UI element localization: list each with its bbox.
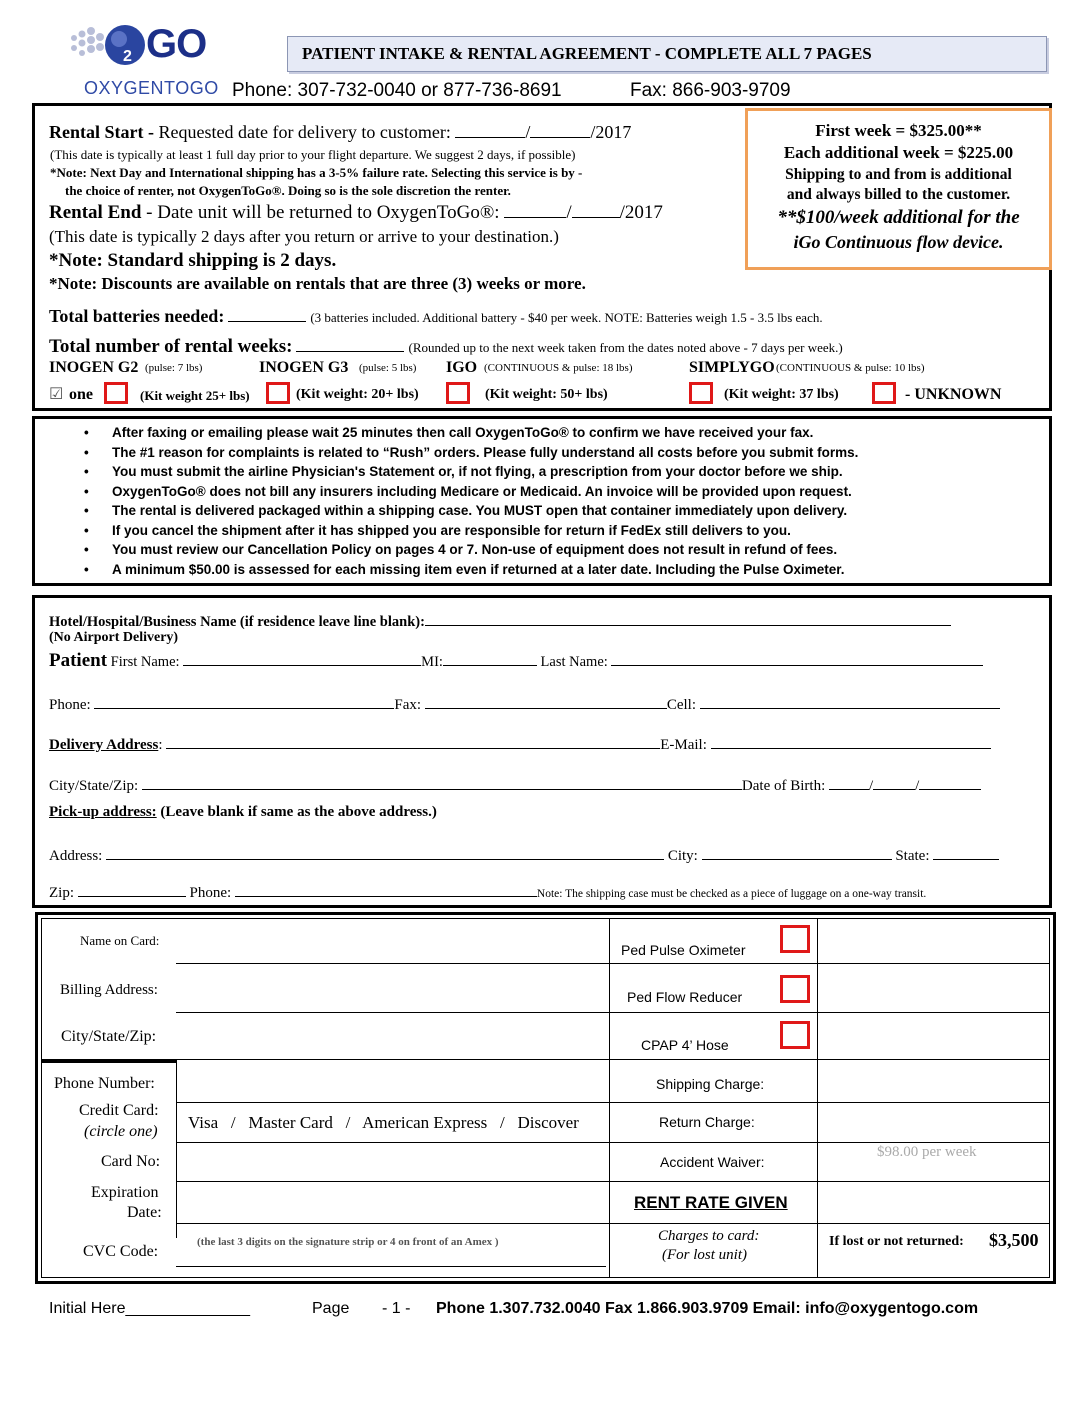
simplygo-checkbox[interactable] <box>689 382 713 404</box>
company-logo <box>64 20 234 100</box>
inogen-g3-checkbox[interactable] <box>266 382 290 404</box>
unknown-checkbox[interactable] <box>872 382 896 404</box>
pickup-address-field[interactable] <box>106 845 664 860</box>
rental-start-note3: the choice of renter, not OxygenToGo®. Doing so is the sole discretion the renter. <box>65 183 511 198</box>
city-state-zip-field[interactable] <box>142 775 742 790</box>
charges-to-card-label: Charges to card: <box>658 1228 760 1244</box>
dob-day-field[interactable] <box>873 775 915 790</box>
weeks-field[interactable] <box>296 337 404 352</box>
email-field[interactable] <box>711 734 991 749</box>
page-title: PATIENT INTAKE & RENTAL AGREEMENT - COMPLETE ALL 7 PAGES <box>287 36 1047 72</box>
phone-number-label: Phone Number: <box>54 1075 155 1092</box>
rental-end-note: (This date is typically 2 days after you return or arrive to your destination.) <box>49 227 559 246</box>
billing-city-label: City/State/Zip: <box>61 1028 157 1045</box>
cvc-field[interactable] <box>178 1248 606 1265</box>
shipping-charge-field[interactable] <box>820 1062 1048 1100</box>
cvc-label: CVC Code: <box>83 1243 159 1260</box>
accident-waiver-label: Accident Waiver: <box>660 1154 765 1170</box>
notices-list <box>40 423 858 579</box>
fax-field[interactable] <box>425 694 667 709</box>
return-charge-label: Return Charge: <box>659 1114 755 1130</box>
end-day-field[interactable] <box>572 203 620 218</box>
pricing-box: First week = $325.00** Each additional week = $225.00 Shipping to and from is additional and always billed to the customer. **$100/week additional for the iGo Continuous flow device. <box>745 108 1052 270</box>
no-airport-note: (No Airport Delivery) <box>49 630 179 645</box>
end-month-field[interactable] <box>504 203 566 218</box>
hotel-row: Hotel/Hospital/Business Name (if residence leave line blank): <box>49 611 951 631</box>
pickup-city-field[interactable] <box>702 845 892 860</box>
city-row: City/State/Zip: Date of Birth: / / <box>49 775 981 795</box>
pickup-state-field[interactable] <box>933 845 999 860</box>
cpap-label: CPAP 4’ Hose <box>641 1037 729 1053</box>
notice-item: • After faxing or emailing please wait 25 minutes then call OxygenToGo® to confirm we have received your fax. <box>40 423 858 443</box>
page-number: - 1 - <box>382 1300 411 1317</box>
rental-end-row: Rental End - Date unit will be returned to OxygenToGo®: / /2017 <box>49 202 663 223</box>
card-no-field[interactable] <box>178 1146 606 1179</box>
rental-start-note2: *Note: Next Day and International shipping has a 3-5% failure rate. Selecting this service is by - <box>50 165 583 180</box>
ped-pulse-label: Ped Pulse Oximeter <box>621 942 746 958</box>
notice-item: • OxygenToGo® does not bill any insurers including Medicare or Medicaid. An invoice will be provided upon request. <box>40 482 858 502</box>
billing-city-field[interactable] <box>178 1017 606 1057</box>
batteries-field[interactable] <box>228 307 306 322</box>
rent-rate-label: RENT RATE GIVEN <box>634 1193 788 1212</box>
card-no-label: Card No: <box>101 1153 161 1170</box>
notice-item: • The rental is delivered packaged within a shipping case. You MUST open that container immediately upon delivery. <box>40 501 858 521</box>
expiration-label: Expiration <box>91 1184 159 1201</box>
ped-flow-label: Ped Flow Reducer <box>627 989 743 1005</box>
checked-checkbox-icon[interactable]: ☑ <box>49 386 64 403</box>
rental-start-row: Rental Start - Requested date for delivery to customer: / /2017 <box>49 122 632 142</box>
rental-start-note1: (This date is typically at least 1 full day prior to your flight departure. We suggest 2 days, if possible) <box>50 147 576 162</box>
phone-field[interactable] <box>94 694 394 709</box>
ped-pulse-value[interactable] <box>820 920 1048 961</box>
expiration-date-label: Date: <box>127 1204 162 1221</box>
last-name-field[interactable] <box>611 651 983 666</box>
return-charge-field[interactable] <box>820 1105 1048 1140</box>
name-on-card-label: Name on Card: <box>80 933 160 948</box>
pickup-row: Pick-up address: (Leave blank if same as the above address.) <box>49 804 437 820</box>
cpap-checkbox[interactable] <box>780 1021 810 1049</box>
pickup-phone-field[interactable] <box>235 882 537 897</box>
for-lost-unit-label: (For lost unit) <box>662 1247 747 1263</box>
address-row: Address: City: State: <box>49 845 999 865</box>
header-fax: Fax: 866-903-9709 <box>630 80 791 101</box>
credit-card-label: Credit Card: <box>79 1102 159 1119</box>
notice-item: • You must submit the airline Physician's Statement or, if not flying, a prescription from your doctor before we ship. <box>40 462 858 482</box>
lost-amount: $3,500 <box>989 1230 1039 1250</box>
notice-item: • A minimum $50.00 is assessed for each missing item even if returned at a later date. Including the Pulse Oximeter. <box>40 560 858 580</box>
billing-address-field[interactable] <box>178 970 606 1010</box>
initial-field[interactable]: Initial Here______________ <box>49 1300 251 1317</box>
cell-field[interactable] <box>700 694 1000 709</box>
hotel-field[interactable] <box>425 611 951 626</box>
logo-mark-go: GO <box>146 22 207 66</box>
ped-flow-value[interactable] <box>820 966 1048 1010</box>
batteries-row: Total batteries needed: (3 batteries included. Additional battery - $40 per week. NOTE: Batteries weigh 1.5 - 3.5 lbs each. <box>49 306 823 326</box>
expiration-field[interactable] <box>178 1185 606 1221</box>
header-phone: Phone: 307-732-0040 or 877-736-8691 <box>232 80 562 101</box>
phone-number-field[interactable] <box>178 1066 606 1100</box>
notice-item: • You must review our Cancellation Policy on pages 4 or 7. Non-use of equipment does not result in refund of fees. <box>40 540 858 560</box>
note-shipping: *Note: Standard shipping is 2 days. <box>49 250 337 271</box>
cpap-value[interactable] <box>820 1015 1048 1057</box>
rent-rate-field[interactable] <box>820 1184 1048 1221</box>
first-name-field[interactable] <box>183 651 421 666</box>
ped-flow-checkbox[interactable] <box>780 975 810 1003</box>
inogen-g2-checkbox[interactable] <box>104 382 128 404</box>
name-on-card-field[interactable] <box>178 925 606 961</box>
patient-name-row: Patient First Name: MI: Last Name: <box>49 650 983 672</box>
notice-item: • If you cancel the shipment after it has shipped you are responsible for return if FedEx still delivers to you. <box>40 521 858 541</box>
logo-wordmark: OXYGENTOGO <box>84 78 219 98</box>
phone-row: Phone: Fax: Cell: <box>49 694 1000 714</box>
footer-contact: Phone 1.307.732.0040 Fax 1.866.903.9709 Email: info@oxygentogo.com <box>436 1300 979 1317</box>
circle-one-label: (circle one) <box>84 1123 158 1140</box>
weeks-row: Total number of rental weeks: (Rounded up to the next week taken from the dates noted above - 7 days per week.) <box>49 336 843 357</box>
dob-month-field[interactable] <box>829 775 869 790</box>
shipping-charge-label: Shipping Charge: <box>656 1076 765 1092</box>
start-day-field[interactable] <box>530 123 590 138</box>
waiver-rate-text: $98.00 per week <box>877 1144 977 1160</box>
start-month-field[interactable] <box>455 123 525 138</box>
delivery-row: Delivery Address: E-Mail: <box>49 734 991 754</box>
card-types-select[interactable]: Visa / Master Card / American Express / Discover <box>188 1113 579 1132</box>
mi-field[interactable] <box>443 651 537 666</box>
page-label: Page <box>312 1300 350 1317</box>
logo-mark-2: 2 <box>123 48 132 65</box>
ped-pulse-checkbox[interactable] <box>780 925 810 953</box>
cvc-note: (the last 3 digits on the signature strip or 4 on front of an Amex ) <box>197 1236 499 1248</box>
igo-checkbox[interactable] <box>446 382 470 404</box>
notice-item: • The #1 reason for complaints is related to “Rush” orders. Please fully understand all costs before you submit forms. <box>40 443 858 463</box>
zip-row: Zip: Phone: Note: The shipping case must be checked as a piece of luggage on a one-way transit. <box>49 882 926 902</box>
note-discount: *Note: Discounts are available on rentals that are three (3) weeks or more. <box>49 274 586 293</box>
delivery-address-field[interactable] <box>166 734 660 749</box>
billing-address-label: Billing Address: <box>60 982 158 998</box>
dob-year-field[interactable] <box>919 775 981 790</box>
lost-label: If lost or not returned: <box>829 1234 964 1249</box>
pickup-zip-field[interactable] <box>78 882 186 897</box>
